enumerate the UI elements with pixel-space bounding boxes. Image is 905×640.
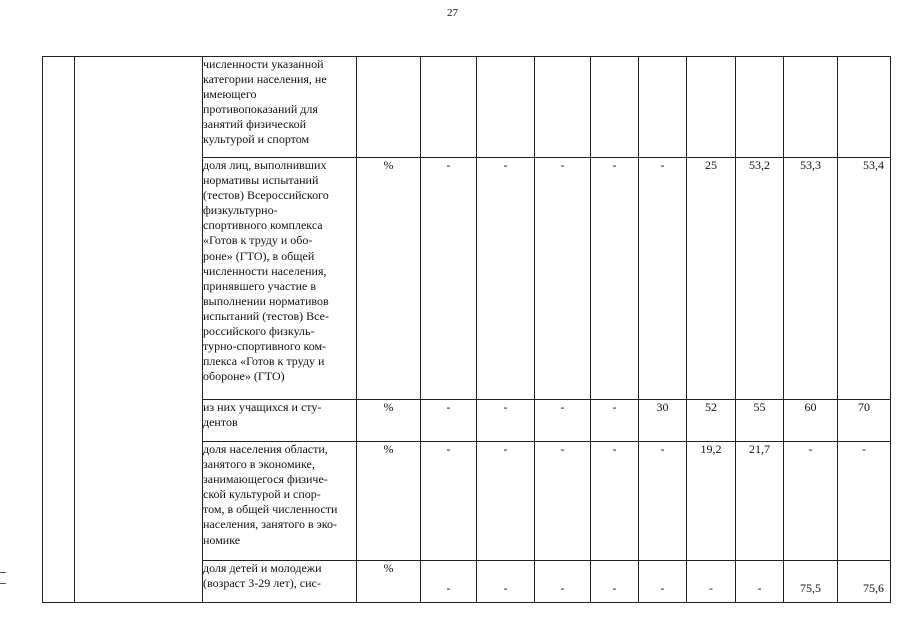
value-cell: - [421, 400, 477, 442]
value-cell: - [591, 400, 639, 442]
unit-cell: % [357, 561, 421, 603]
unit-cell: % [357, 158, 421, 400]
value-cell [784, 57, 838, 158]
value-cell: 55 [736, 400, 784, 442]
indicator-name-cell: доля детей и молодежи (возраст 3-29 лет), сис- [203, 561, 357, 603]
unit-cell: % [357, 442, 421, 561]
value-cell: 60 [784, 400, 838, 442]
value-cell: - [477, 158, 535, 400]
value-cell: - [591, 442, 639, 561]
value-cell: - [639, 561, 687, 603]
value-cell: 30 [639, 400, 687, 442]
value-cell [535, 57, 591, 158]
value-cell: 25 [687, 158, 736, 400]
value-cell [639, 57, 687, 158]
value-cell: - [421, 158, 477, 400]
value-cell [687, 57, 736, 158]
value-cell: 53,2 [736, 158, 784, 400]
value-cell [838, 57, 891, 158]
value-cell: - [421, 561, 477, 603]
value-cell: - [591, 158, 639, 400]
indicator-name-cell: доля лиц, выполнивших нормативы испытаний (тестов) Всероссийского физкультурно- спортивного комплекса «Готов к труду и обо- роне» (ГТО), в общей численности населения, принявшего участие в выполнении нормативов испытаний (тестов) Все- российского физкуль- турно-спортивного ком- плекса «Готов к труду и обороне» (ГТО) [203, 158, 357, 400]
value-cell: - [535, 442, 591, 561]
page-number: 27 [447, 7, 458, 19]
value-cell: - [687, 561, 736, 603]
margin-tick-mark [0, 572, 6, 573]
value-cell: 53,3 [784, 158, 838, 400]
value-cell: - [591, 561, 639, 603]
value-cell: 19,2 [687, 442, 736, 561]
margin-tick-mark [0, 583, 6, 584]
value-cell: - [639, 158, 687, 400]
value-cell: 21,7 [736, 442, 784, 561]
activity-column-cell [75, 57, 203, 603]
indicator-name-cell: доля населения области, занятого в экономике, занимающегося физиче- ской культурой и спор- том, в общей численности населения, занятого в эко- номике [203, 442, 357, 561]
value-cell [477, 57, 535, 158]
value-cell: 70 [838, 400, 891, 442]
value-cell: - [535, 561, 591, 603]
value-cell: 52 [687, 400, 736, 442]
value-cell: - [535, 400, 591, 442]
value-cell: - [535, 158, 591, 400]
unit-cell: % [357, 400, 421, 442]
value-cell: - [421, 442, 477, 561]
table-row [43, 57, 891, 158]
unit-cell [357, 57, 421, 158]
value-cell: 75,6 [838, 561, 891, 603]
value-cell [421, 57, 477, 158]
value-cell: - [838, 442, 891, 561]
value-cell: - [477, 561, 535, 603]
value-cell [736, 57, 784, 158]
indicator-name-cell: из них учащихся и сту- дентов [203, 400, 357, 442]
value-cell: - [477, 442, 535, 561]
value-cell: 53,4 [838, 158, 891, 400]
number-column-cell [43, 57, 75, 603]
value-cell: - [784, 442, 838, 561]
value-cell: - [477, 400, 535, 442]
value-cell: 75,5 [784, 561, 838, 603]
value-cell: - [736, 561, 784, 603]
value-cell [591, 57, 639, 158]
indicator-name-cell: численности указанной категории населения, не имеющего противопоказаний для занятий физической культурой и спортом [203, 57, 357, 158]
indicator-table [42, 56, 891, 603]
value-cell: - [639, 442, 687, 561]
